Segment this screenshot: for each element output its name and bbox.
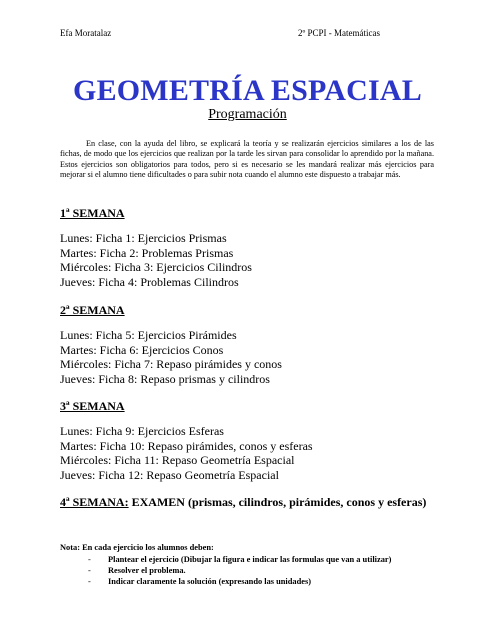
exam-week-label: 4ª SEMANA: bbox=[60, 495, 129, 509]
week-1-day-4: Jueves: Ficha 4: Problemas Cilindros bbox=[60, 274, 239, 289]
week-3-title: 3ª SEMANA bbox=[60, 399, 125, 413]
week-1-day-3: Miércoles: Ficha 3: Ejercicios Cilindros bbox=[60, 260, 252, 275]
week-2-days bbox=[60, 328, 282, 386]
note-item-text: Plantear el ejercicio (Dibujar la figura e indicar las formulas que van a utilizar) bbox=[108, 555, 392, 564]
week-3-day-2: Martes: Ficha 10: Repaso pirámides, conos y esferas bbox=[60, 438, 313, 453]
note-item bbox=[88, 565, 391, 576]
note-item bbox=[88, 576, 391, 587]
week-2-title: 2ª SEMANA bbox=[60, 303, 125, 317]
week-1-title: 1ª SEMANA bbox=[60, 206, 125, 220]
week-1-days bbox=[60, 231, 252, 289]
week-3-day-4: Jueves: Ficha 12: Repaso Geometría Espacial bbox=[60, 467, 279, 482]
week-3-day-1: Lunes: Ficha 9: Ejercicios Esferas bbox=[60, 424, 224, 438]
note-item bbox=[88, 554, 391, 565]
header-left: Efa Moratalaz bbox=[60, 28, 112, 38]
note-item-text: Resolver el problema. bbox=[108, 566, 186, 575]
week-2-day-1: Lunes: Ficha 5: Ejercicios Pirámides bbox=[60, 328, 237, 342]
note-bullet: - bbox=[88, 555, 91, 564]
header-right: 2º PCPI - Matemáticas bbox=[298, 28, 381, 38]
note-bullet: - bbox=[88, 566, 91, 575]
exam-text: EXAMEN (prismas, cilindros, pirámides, conos y esferas) bbox=[128, 495, 427, 509]
page-title: GEOMETRÍA ESPACIAL bbox=[73, 74, 422, 107]
exam-line bbox=[60, 495, 426, 510]
note-bullet: - bbox=[88, 577, 91, 586]
week-3-day-3: Miércoles: Ficha 11: Repaso Geometría Espacial bbox=[60, 453, 295, 468]
note-title: Nota: En cada ejercicio los alumnos deben: bbox=[60, 543, 214, 552]
week-1-day-2: Martes: Ficha 2: Problemas Prismas bbox=[60, 245, 234, 260]
week-2-day-2: Martes: Ficha 6: Ejercicios Conos bbox=[60, 342, 224, 357]
note-list bbox=[88, 554, 391, 587]
week-1-day-1: Lunes: Ficha 1: Ejercicios Prismas bbox=[60, 231, 227, 245]
note-item-text: Indicar claramente la solución (expresando las unidades) bbox=[108, 577, 312, 586]
intro-paragraph: En clase, con la ayuda del libro, se explicará la teoría y se realizarán ejercicios similares a los de las fichas, de modo que los ejercicios que realizan por la tarde les sirvan para consolidar lo aprendido por la mañana. Estos ejercicios son obligatorios para todos, pero si es necesario se les mandará realizar más ejercicios para mejorar si el alumno tiene dificultades o para subir nota cuando el alumno este dispuesto a trabajar más. bbox=[60, 139, 434, 180]
week-2-day-4: Jueves: Ficha 8: Repaso prismas y cilindros bbox=[60, 371, 270, 386]
page-subtitle: Programación bbox=[208, 107, 287, 122]
week-2-day-3: Miércoles: Ficha 7: Repaso pirámides y conos bbox=[60, 357, 282, 372]
week-3-days bbox=[60, 424, 313, 482]
